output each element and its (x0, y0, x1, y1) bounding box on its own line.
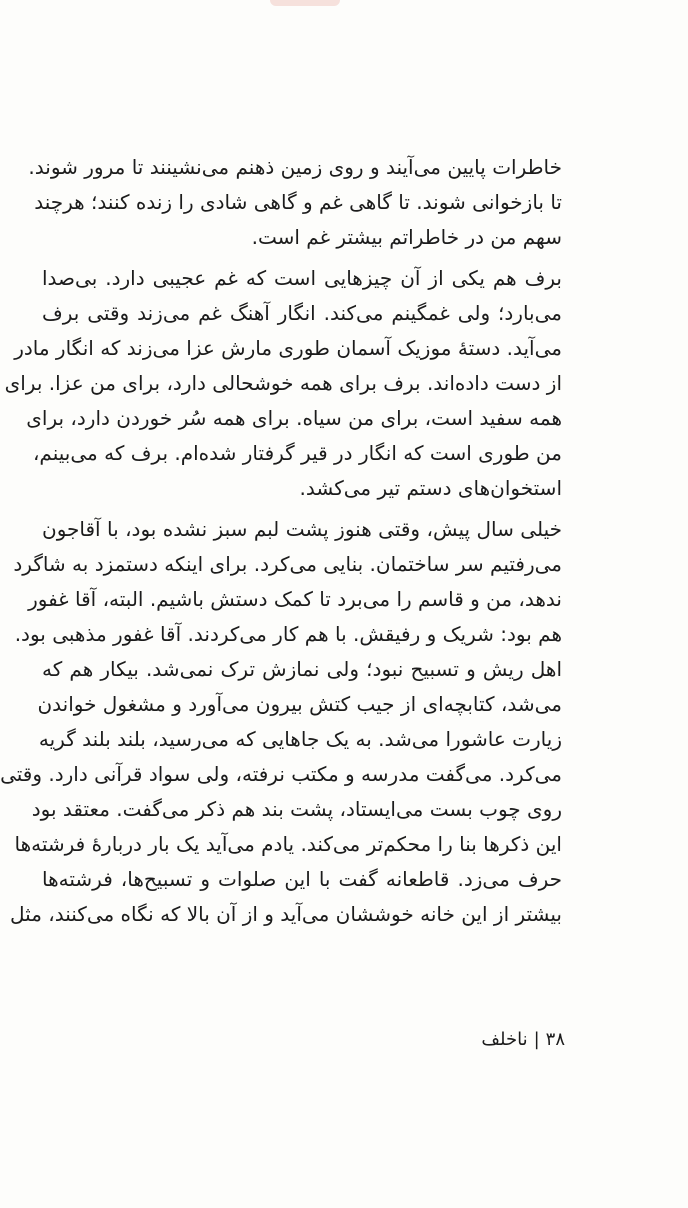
paragraph-3 (0, 512, 562, 932)
text-line: اهل ریش و تسبیح نبود؛ ولی نمازش ترک نمی‌شد. بیکار هم که (42, 657, 562, 681)
text-line: می‌شد، کتابچه‌ای از جیب کتش بیرون می‌آورد و مشغول خواندن (37, 692, 562, 716)
text-line: هم بود: شریک و رفیقش. با هم کار می‌کردند. آقا غفور مذهبی بود. (14, 622, 562, 646)
paragraph-1 (28, 150, 562, 255)
text-line: از دست داده‌اند. برف برای همه خوشحالی دارد، برای من عزا. برای (4, 371, 562, 395)
text-line: حرف می‌زد. قاطعانه گفت با این صلوات و تسبیح‌ها، فرشته‌ها (42, 867, 562, 891)
text-line: می‌رفتیم سر ساختمان. بنایی می‌کرد. برای اینکه دستمزد به شاگرد (13, 552, 562, 576)
text-line: برف هم یکی از آن چیزهایی است که غم عجیبی دارد. بی‌صدا (42, 266, 562, 290)
text-line: می‌آید. دستهٔ موزیک آسمان طوری مارش عزا می‌زند که انگار مادر (14, 336, 562, 360)
text-line: ندهد، من و قاسم را می‌برد تا کمک دستش باشیم. البته، آقا غفور (28, 587, 562, 611)
footer-separator: | (533, 1029, 540, 1050)
page-footer (445, 1028, 565, 1052)
text-line: این ذکرها بنا را محکم‌تر می‌کند. یادم می‌آید یک بار دربارهٔ فرشته‌ها (14, 832, 562, 856)
text-line: من طوری است که انگار در قیر گرفتار شده‌ام. برف که می‌بینم، (32, 441, 562, 465)
paragraph-2 (4, 261, 562, 506)
text-line: می‌بارد؛ ولی غمگینم می‌کند. انگار آهنگ غم می‌زند وقتی برف (42, 301, 562, 325)
text-line: همه سفید است، برای من سیاه. برای همه سُر خوردن دارد، برای (26, 406, 562, 430)
text-line: خیلی سال پیش، وقتی هنوز پشت لبم سبز نشده بود، با آقاجون (42, 517, 562, 541)
text-line: استخوان‌های دستم تیر می‌کشد. (299, 476, 562, 500)
text-line: سهم من در خاطراتم بیشتر غم است. (251, 225, 562, 249)
text-line: تا بازخوانی شوند. تا گاهی غم و گاهی شادی را زنده کنند؛ هرچند (34, 190, 562, 214)
page-number: ۳۸ (545, 1029, 565, 1050)
text-line: روی چوب بست می‌ایستاد، پشت بند هم ذکر می‌گفت. معتقد بود (31, 797, 562, 821)
text-line: بیشتر از این خانه خوششان می‌آید و از آن بالا که نگاه می‌کنند، مثل (10, 902, 562, 926)
text-line: خاطرات پایین می‌آیند و روی زمین ذهنم می‌نشینند تا مرور شوند. (28, 155, 562, 179)
page-top-edge (0, 0, 688, 10)
page-body (0, 150, 562, 938)
text-line: می‌کرد. می‌گفت مدرسه و مکتب نرفته، ولی سواد قرآنی دارد. وقتی (0, 762, 562, 786)
top-edge-mark (270, 0, 340, 6)
book-title: ناخلف (481, 1029, 528, 1050)
text-line: زیارت عاشورا می‌شد. به یک جاهایی که می‌رسید، بلند بلند گریه (38, 727, 562, 751)
